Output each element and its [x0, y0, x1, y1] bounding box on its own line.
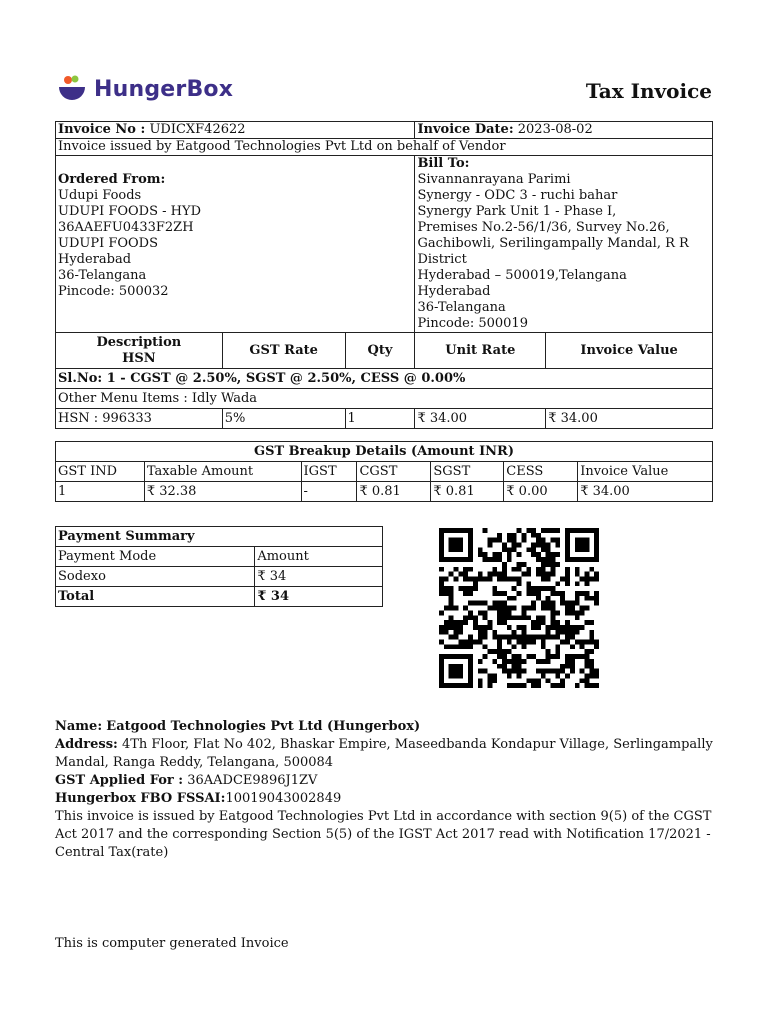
gst-cell: 1: [56, 482, 145, 502]
gst-header-cell: CESS: [504, 462, 578, 482]
item-unit-rate: ₹ 34.00: [415, 409, 546, 429]
ordered-from-line: UDUPI FOODS: [58, 236, 159, 251]
parties-row: [56, 156, 713, 333]
fssai-label: Hungerbox FBO FSSAI:: [55, 791, 226, 806]
payment-amount-label: Amount: [255, 547, 383, 567]
bill-to-label: Bill To:: [417, 156, 470, 171]
item-row: [56, 409, 713, 429]
issued-note: Invoice issued by Eatgood Technologies Pvt Ltd on behalf of Vendor: [56, 139, 713, 156]
gst-breakup-title: GST Breakup Details (Amount INR): [56, 442, 713, 462]
company-address: 4Th Floor, Flat No 402, Bhaskar Empire, Maseedbanda Kondapur Village, Serlingampally Mandal, Ranga Reddy, Telangana, 500084: [55, 737, 713, 770]
ordered-from-cell: [56, 156, 415, 333]
document-title: Tax Invoice: [585, 79, 712, 103]
gst-header-cell: GST IND: [56, 462, 145, 482]
qr-code: [436, 528, 602, 688]
item-invoice-value: ₹ 34.00: [546, 409, 713, 429]
invoice-date-value: 2023-08-02: [517, 122, 593, 137]
description-header-text: Description: [96, 334, 182, 350]
invoice-no-label: Invoice No :: [58, 122, 146, 137]
hungerbox-logo: [58, 73, 233, 105]
ordered-from-line: UDUPI FOODS - HYD: [58, 204, 202, 219]
gst-cell: ₹ 34.00: [578, 482, 713, 502]
payment-total-value: ₹ 34: [255, 587, 383, 607]
bill-to-line: Sivannanrayana Parimi: [417, 172, 571, 187]
payment-summary-title: Payment Summary: [56, 527, 383, 547]
bowl-icon: [58, 74, 86, 104]
ordered-from-line: Udupi Foods: [58, 188, 142, 203]
items-header-row: [56, 333, 713, 369]
unit-rate-header: Unit Rate: [415, 333, 546, 369]
bill-to-line: Synergy - ODC 3 - ruchi bahar: [417, 188, 618, 203]
bill-to-cell: [415, 156, 713, 333]
item-gst-rate: 5%: [222, 409, 345, 429]
ordered-from-line: 36AAEFU0433F2ZH: [58, 220, 194, 235]
invoice-number-row: [56, 122, 713, 139]
ordered-from-line: Hyderabad: [58, 252, 132, 267]
gst-breakup-table: [55, 441, 713, 502]
ordered-from-line: 36-Telangana: [58, 268, 147, 283]
payment-total-label: Total: [56, 587, 255, 607]
payment-amount-value: ₹ 34: [255, 567, 383, 587]
gst-cell: ₹ 0.00: [504, 482, 578, 502]
bill-to-line: Gachibowli, Serilingampally Mandal, R R District: [417, 236, 689, 267]
company-name-label: Name:: [55, 719, 103, 734]
bill-to-line: Pincode: 500019: [417, 316, 528, 331]
bill-to-line: Hyderabad: [417, 284, 491, 299]
gst-rate-header: GST Rate: [222, 333, 345, 369]
ordered-from-line: Pincode: 500032: [58, 284, 169, 299]
item-group-row: Sl.No: 1 - CGST @ 2.50%, SGST @ 2.50%, CESS @ 0.00%: [56, 369, 713, 389]
gst-header-cell: SGST: [431, 462, 504, 482]
legal-note: This invoice is issued by Eatgood Technologies Pvt Ltd in accordance with section 9(5) of the CGST Act 2017 and the corresponding Section 5(5) of the IGST Act 2017 read with Notification 17/2021 - Central Tax(rate): [55, 809, 712, 860]
gst-cell: ₹ 0.81: [431, 482, 504, 502]
gst-cell: ₹ 0.81: [357, 482, 431, 502]
bill-to-line: Synergy Park Unit 1 - Phase I,: [417, 204, 617, 219]
payment-mode-label: Payment Mode: [56, 547, 255, 567]
ordered-from-label: Ordered From:: [58, 172, 166, 187]
item-hsn: HSN : 996333: [56, 409, 223, 429]
gst-header-cell: Invoice Value: [578, 462, 713, 482]
hsn-header-text: HSN: [122, 350, 156, 366]
bill-to-line: Hyderabad – 500019,Telangana: [417, 268, 627, 283]
bill-to-line: Premises No.2-56/1/36, Survey No.26,: [417, 220, 670, 235]
payment-mode-value: Sodexo: [56, 567, 255, 587]
gst-applied-value: 36AADCE9896J1ZV: [187, 773, 318, 788]
qty-header: Qty: [345, 333, 415, 369]
invoice-date-label: Invoice Date:: [417, 122, 514, 137]
gst-header-row: [56, 462, 713, 482]
gst-applied-label: GST Applied For :: [55, 773, 184, 788]
gst-header-cell: CGST: [357, 462, 431, 482]
invoice-table: [55, 121, 713, 429]
gst-header-cell: IGST: [301, 462, 357, 482]
logo-text: HungerBox: [94, 76, 234, 102]
bill-to-line: 36-Telangana: [417, 300, 506, 315]
address-label: Address:: [55, 737, 118, 752]
company-details: [55, 718, 715, 862]
invoice-no-value: UDICXF42622: [149, 122, 246, 137]
item-qty: 1: [345, 409, 415, 429]
fssai-value: 10019043002849: [225, 791, 342, 806]
company-name: Eatgood Technologies Pvt Ltd (Hungerbox): [106, 719, 421, 734]
gst-cell: -: [301, 482, 357, 502]
invoice-value-header: Invoice Value: [546, 333, 713, 369]
computer-generated-note: This is computer generated Invoice: [55, 936, 289, 951]
gst-data-row: [56, 482, 713, 502]
gst-cell: ₹ 32.38: [144, 482, 301, 502]
payment-summary-table: [55, 526, 383, 607]
description-header: [56, 333, 223, 369]
gst-header-cell: Taxable Amount: [144, 462, 301, 482]
item-name: Other Menu Items : Idly Wada: [56, 389, 713, 409]
